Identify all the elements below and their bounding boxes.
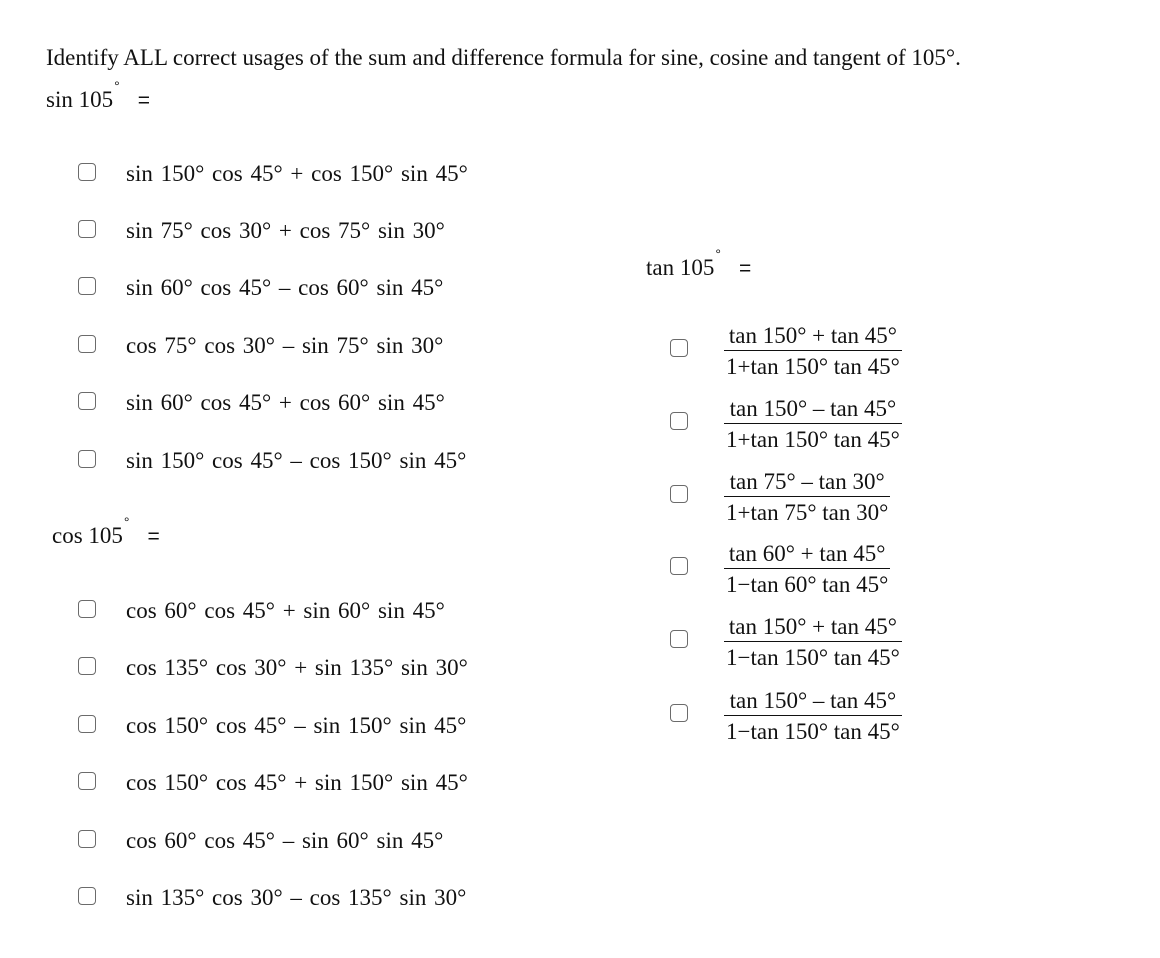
- cos-option-1-checkbox[interactable]: [78, 600, 96, 618]
- sin-option-4-label: cos 75° cos 30° – sin 75° sin 30°: [126, 333, 444, 358]
- degree-symbol: °: [123, 514, 130, 530]
- tan-option-2-checkbox[interactable]: [670, 412, 688, 430]
- sin-option-5-label: sin 60° cos 45° + cos 60° sin 45°: [126, 390, 445, 415]
- degree-symbol: °: [715, 246, 721, 262]
- cos-option-4-checkbox[interactable]: [78, 772, 96, 790]
- tan-105-label: tan 105: [646, 255, 715, 280]
- sin-option-3-label: sin 60° cos 45° – cos 60° sin 45°: [126, 275, 444, 300]
- tan-option-5-fraction: [724, 615, 902, 669]
- sin-option-2-label: sin 75° cos 30° + cos 75° sin 30°: [126, 218, 445, 243]
- sin-option-2-checkbox[interactable]: [78, 220, 96, 238]
- tan-option-4-denominator: 1−tan 60° tan 45°: [726, 572, 889, 597]
- tan-option-5-denominator: 1−tan 150° tan 45°: [726, 645, 900, 670]
- tan-option-1-checkbox[interactable]: [670, 339, 688, 357]
- tan-option-6-fraction: [724, 689, 902, 743]
- cos-option-1-label: cos 60° cos 45° + sin 60° sin 45°: [126, 598, 445, 623]
- tan-option-3-checkbox[interactable]: [670, 485, 688, 503]
- sin-option-4-checkbox[interactable]: [78, 335, 96, 353]
- tan-option-2-denominator: 1+tan 150° tan 45°: [726, 427, 900, 452]
- equals-sign: =: [147, 525, 160, 548]
- tan-option-1-denominator: 1+tan 150° tan 45°: [726, 354, 900, 379]
- sin-option-1-label: sin 150° cos 45° + cos 150° sin 45°: [126, 161, 468, 186]
- sin-option-6-checkbox[interactable]: [78, 450, 96, 468]
- cos-option-6-checkbox[interactable]: [78, 887, 96, 905]
- tan-option-3-fraction: [724, 470, 890, 524]
- tan-option-6-denominator: 1−tan 150° tan 45°: [726, 719, 900, 744]
- tan-option-3-numerator: tan 75° – tan 30°: [729, 469, 885, 494]
- question-prompt: Identify ALL correct usages of the sum and difference formula for sine, cosine and tangent of 105°.: [46, 45, 961, 70]
- tan-option-2-fraction: [724, 397, 902, 451]
- tan-option-4-numerator: tan 60° + tan 45°: [728, 541, 886, 566]
- tan-option-6-checkbox[interactable]: [670, 704, 688, 722]
- sin-105-heading: [46, 78, 150, 112]
- sin-option-3-checkbox[interactable]: [78, 277, 96, 295]
- tan-option-2-numerator: tan 150° – tan 45°: [729, 396, 897, 421]
- cos-105-heading: [52, 514, 160, 548]
- tan-option-1-fraction: [724, 324, 902, 378]
- tan-option-3-denominator: 1+tan 75° tan 30°: [726, 500, 889, 525]
- tan-option-6-numerator: tan 150° – tan 45°: [729, 688, 897, 713]
- sin-option-5-checkbox[interactable]: [78, 392, 96, 410]
- tan-105-heading: [646, 246, 752, 280]
- tan-option-1-numerator: tan 150° + tan 45°: [728, 323, 897, 348]
- degree-symbol: °: [114, 78, 120, 94]
- tan-option-5-checkbox[interactable]: [670, 630, 688, 648]
- equals-sign: =: [738, 257, 752, 280]
- cos-option-3-checkbox[interactable]: [78, 715, 96, 733]
- sin-105-label: sin 105: [46, 87, 114, 112]
- cos-option-3-label: cos 150° cos 45° – sin 150° sin 45°: [126, 713, 467, 738]
- cos-option-2-label: cos 135° cos 30° + sin 135° sin 30°: [126, 655, 468, 680]
- sin-option-1-checkbox[interactable]: [78, 163, 96, 181]
- cos-option-4-label: cos 150° cos 45° + sin 150° sin 45°: [126, 770, 468, 795]
- cos-option-5-checkbox[interactable]: [78, 830, 96, 848]
- cos-option-6-label: sin 135° cos 30° – cos 135° sin 30°: [126, 885, 467, 910]
- cos-option-2-checkbox[interactable]: [78, 657, 96, 675]
- tan-option-4-checkbox[interactable]: [670, 557, 688, 575]
- tan-option-5-numerator: tan 150° + tan 45°: [728, 614, 897, 639]
- sin-option-6-label: sin 150° cos 45° – cos 150° sin 45°: [126, 448, 467, 473]
- equals-sign: =: [137, 89, 150, 112]
- cos-105-label: cos 105: [52, 523, 123, 548]
- cos-option-5-label: cos 60° cos 45° – sin 60° sin 45°: [126, 828, 444, 853]
- tan-option-4-fraction: [724, 542, 890, 596]
